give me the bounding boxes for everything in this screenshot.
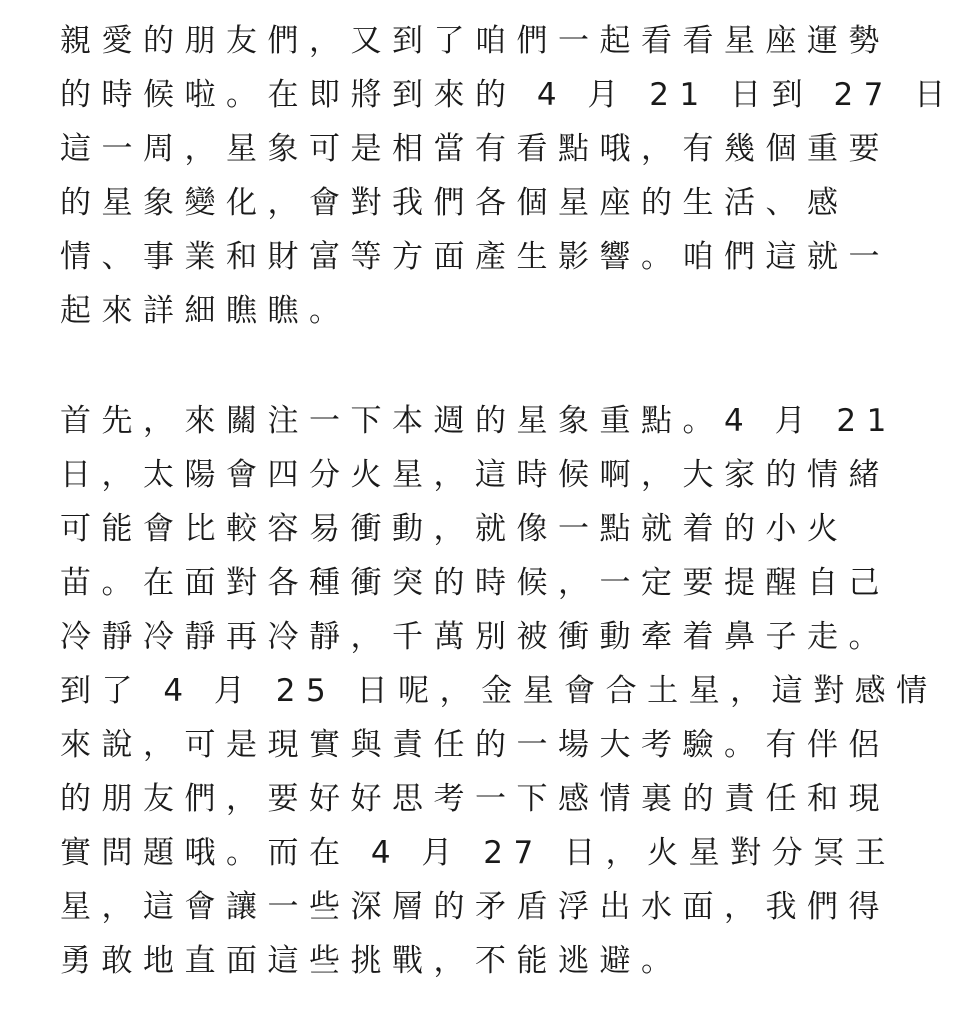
text-line: 星，這會讓一些深層的矛盾浮出水面，我們得 bbox=[60, 889, 890, 925]
text-line: 可能會比較容易衝動，就像一點就着的小火 bbox=[60, 511, 849, 547]
text-line: 冷靜冷靜再冷靜，千萬別被衝動牽着鼻子走。 bbox=[60, 619, 890, 655]
text-line: 這一周，星象可是相當有看點哦，有幾個重要 bbox=[60, 131, 890, 167]
text-line: 的朋友們，要好好思考一下感情裏的責任和現 bbox=[60, 781, 890, 817]
text-line: 親愛的朋友們，又到了咱們一起看看星座運勢 bbox=[60, 23, 890, 59]
paragraph-spacer bbox=[60, 338, 770, 394]
text-line: 的星象變化，會對我們各個星座的生活、感 bbox=[60, 185, 849, 221]
text-line: 的時候啦。在即將到來的 4 月 21 日到 27 日 bbox=[60, 77, 956, 113]
text-line: 起來詳細瞧瞧。 bbox=[60, 293, 351, 329]
paragraph-intro bbox=[60, 14, 956, 338]
text-line: 日，太陽會四分火星，這時候啊，大家的情緒 bbox=[60, 457, 890, 493]
text-line: 苗。在面對各種衝突的時候，一定要提醒自己 bbox=[60, 565, 890, 601]
text-line: 情、事業和財富等方面產生影響。咱們這就一 bbox=[60, 239, 890, 275]
article-body bbox=[60, 14, 956, 988]
text-line: 到了 4 月 25 日呢，金星會合土星，這對感情 bbox=[60, 673, 938, 709]
text-line: 來說，可是現實與責任的一場大考驗。有伴侶 bbox=[60, 727, 890, 763]
paragraph-astrology-highlights bbox=[60, 394, 938, 988]
text-line: 實問題哦。而在 4 月 27 日，火星對分冥王 bbox=[60, 835, 897, 871]
text-line: 首先，來關注一下本週的星象重點。4 月 21 bbox=[60, 403, 897, 439]
text-line: 勇敢地直面這些挑戰，不能逃避。 bbox=[60, 943, 683, 979]
